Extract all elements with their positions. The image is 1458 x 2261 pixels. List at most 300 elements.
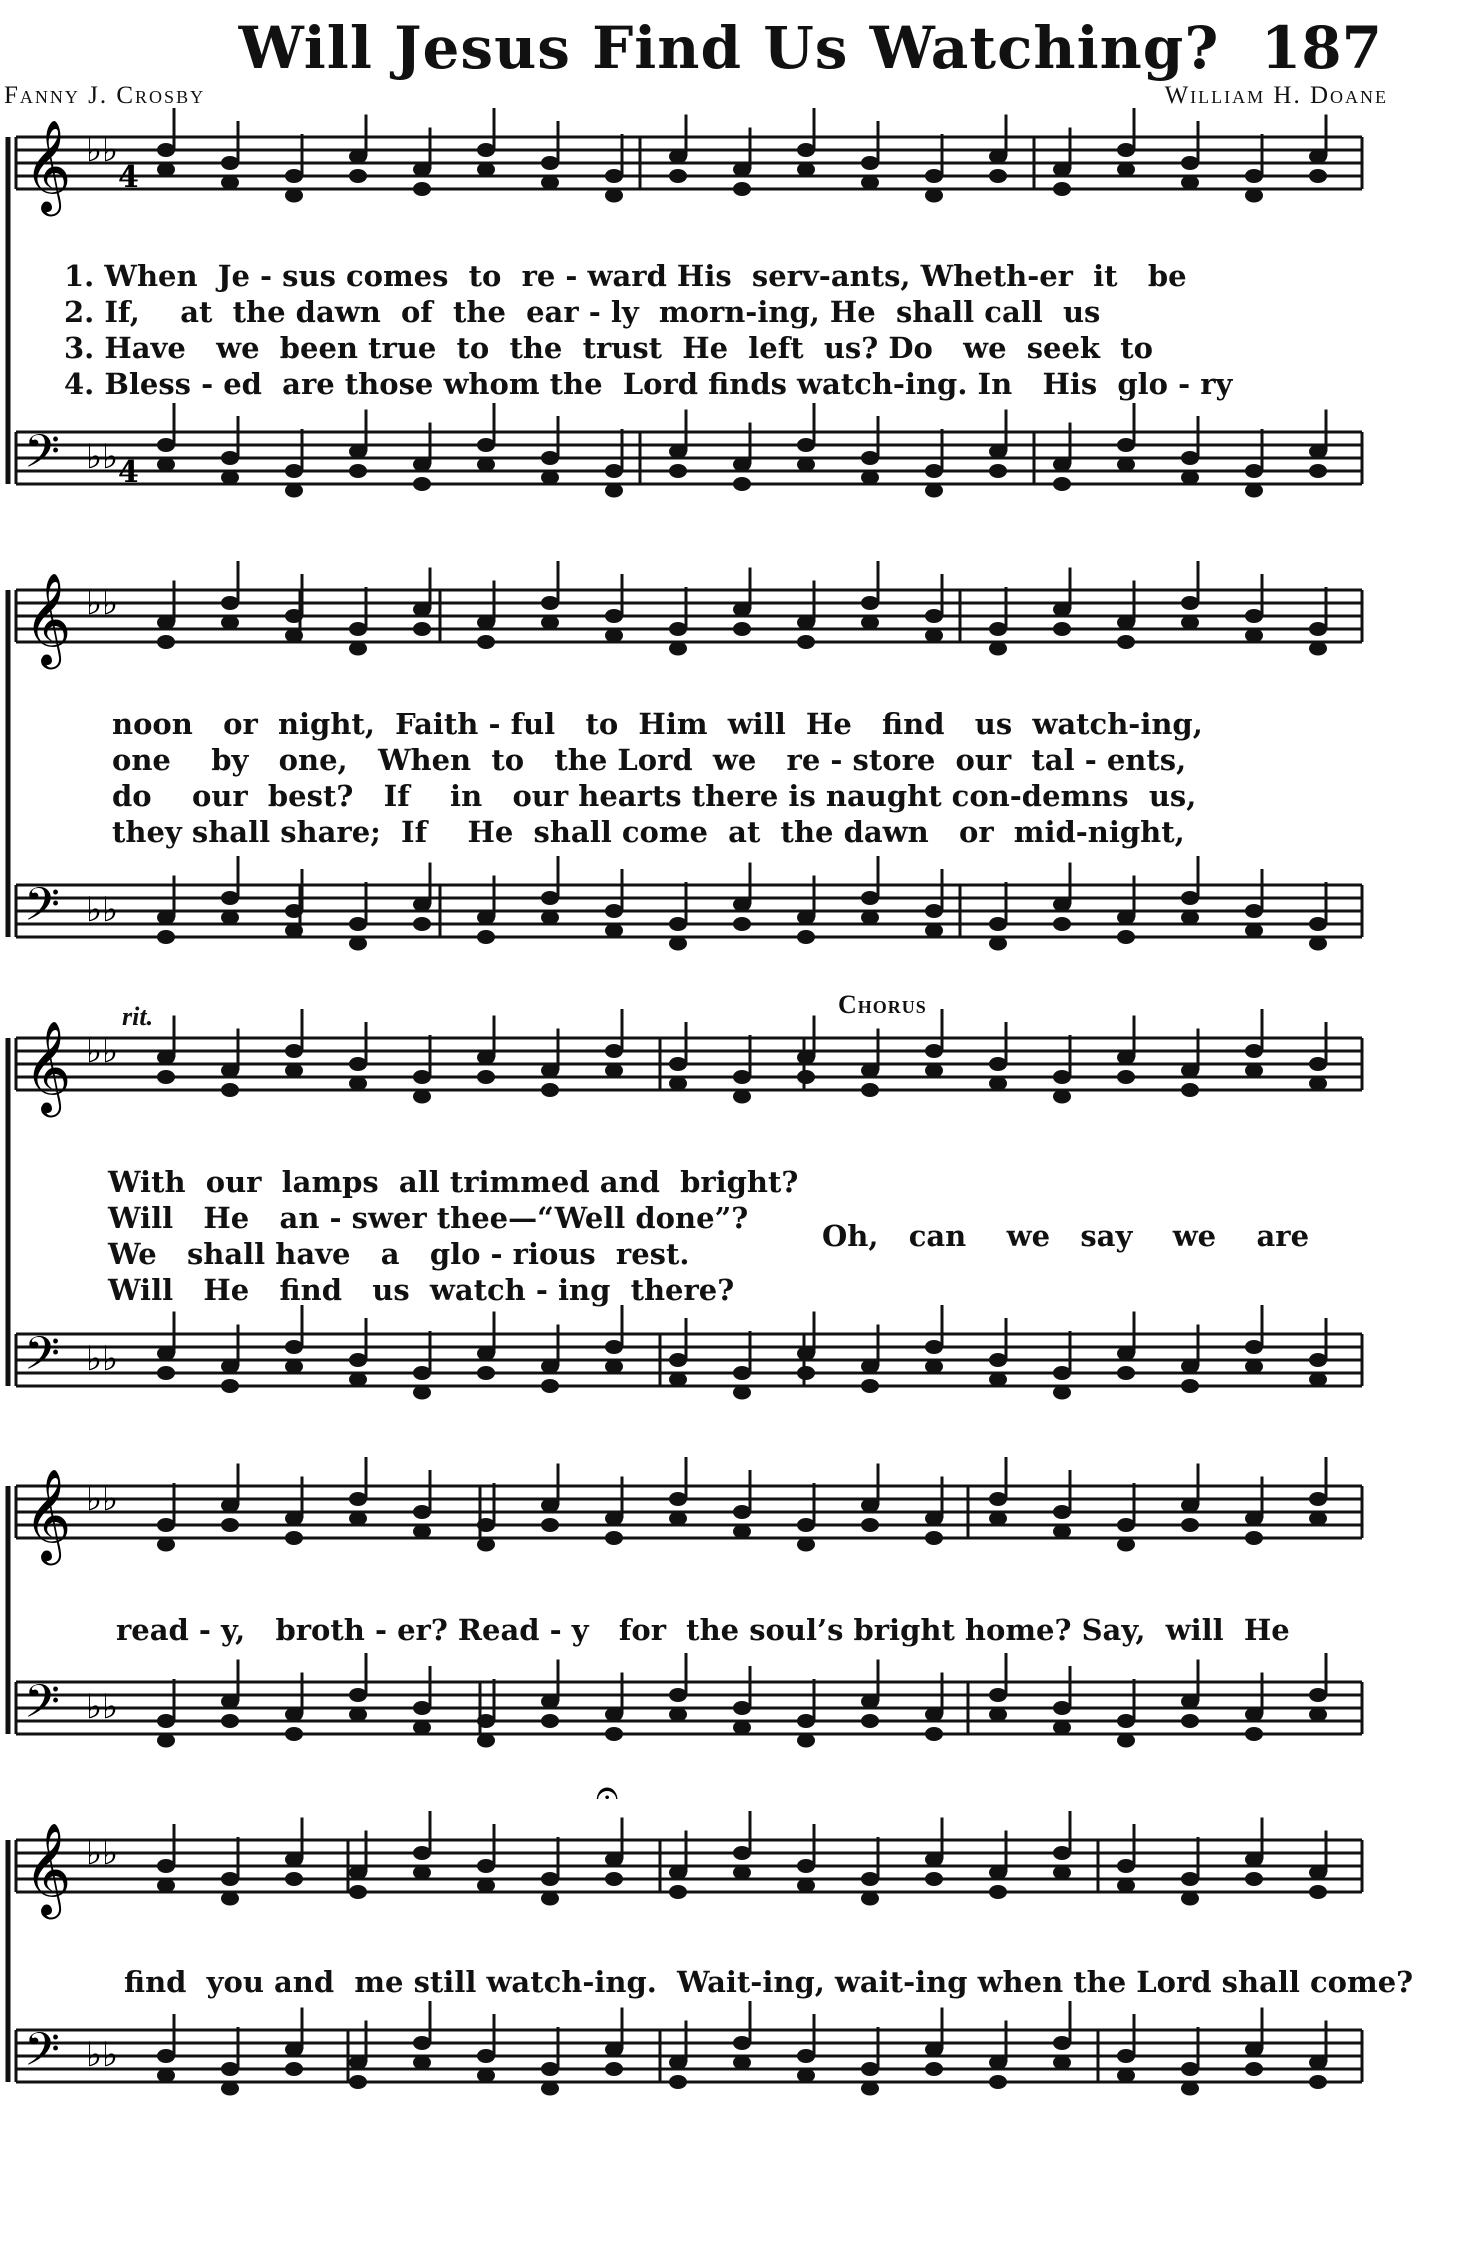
- note-head: [605, 1872, 623, 1886]
- note-head: [1181, 156, 1199, 170]
- note-head: [733, 1505, 751, 1519]
- note-head: [925, 924, 943, 938]
- note-head: [605, 2043, 623, 2057]
- note-head: [1245, 189, 1263, 203]
- key-signature-flats-icon: ♭♭: [86, 2035, 119, 2075]
- note-head: [797, 616, 815, 630]
- note-head: [733, 1090, 751, 1104]
- note-head: [285, 924, 303, 938]
- note-head: [925, 1064, 943, 1078]
- note-head: [349, 622, 367, 636]
- note-head: [285, 1064, 303, 1078]
- treble-clef-icon: 𝄞: [24, 572, 72, 665]
- note-head: [989, 1512, 1007, 1526]
- note-head: [1245, 1340, 1263, 1354]
- note-head: [1053, 1721, 1071, 1735]
- treble-staff-system-5: [16, 1811, 1362, 1919]
- note-head: [349, 1885, 367, 1899]
- note-head: [669, 1708, 687, 1722]
- bass-clef-icon: 𝄢: [24, 878, 61, 943]
- note-head: [733, 1701, 751, 1715]
- note-head: [413, 1090, 431, 1104]
- note-head: [989, 1373, 1007, 1387]
- note-head: [157, 1714, 175, 1728]
- note-head: [157, 143, 175, 157]
- note-head: [605, 1340, 623, 1354]
- note-head: [1117, 143, 1135, 157]
- note-head: [925, 1872, 943, 1886]
- note-head: [1117, 1347, 1135, 1361]
- note-head: [157, 1859, 175, 1873]
- verse-2-line-system-3: Will He an - swer thee—“Well done”?: [108, 1201, 749, 1235]
- note-head: [413, 1386, 431, 1400]
- note-head: [477, 616, 495, 630]
- key-signature-flats-icon: ♭♭: [86, 890, 119, 930]
- lyricist-credit: Fanny J. Crosby: [4, 82, 206, 109]
- note-head: [733, 458, 751, 472]
- note-head: [605, 1512, 623, 1526]
- note-head: [733, 1070, 751, 1084]
- note-head: [925, 1531, 943, 1545]
- note-head: [797, 2049, 815, 2063]
- note-head: [733, 2036, 751, 2050]
- note-head: [669, 445, 687, 459]
- note-head: [1117, 1879, 1135, 1893]
- bass-staff-system-3: [16, 1305, 1362, 1400]
- note-head: [1053, 477, 1071, 491]
- note-head: [1309, 150, 1327, 164]
- note-head: [349, 2075, 367, 2089]
- note-head: [605, 189, 623, 203]
- note-head: [1053, 1386, 1071, 1400]
- note-head: [861, 596, 879, 610]
- note-head: [413, 917, 431, 931]
- note-head: [285, 904, 303, 918]
- note-head: [925, 1512, 943, 1526]
- note-head: [605, 1044, 623, 1058]
- fermata-icon: 𝄐: [596, 1770, 619, 1816]
- note-head: [1245, 1872, 1263, 1886]
- treble-clef-icon: 𝄞: [24, 1020, 72, 1113]
- note-head: [1309, 464, 1327, 478]
- note-head: [157, 911, 175, 925]
- note-head: [733, 1525, 751, 1539]
- note-head: [861, 1695, 879, 1709]
- note-head: [541, 451, 559, 465]
- note-head: [221, 616, 239, 630]
- note-head: [285, 1872, 303, 1886]
- note-head: [1053, 182, 1071, 196]
- note-head: [285, 2043, 303, 2057]
- note-head: [349, 1057, 367, 1071]
- note-head: [669, 2056, 687, 2070]
- note-head: [285, 1727, 303, 1741]
- note-head: [1181, 1695, 1199, 1709]
- note-head: [989, 464, 1007, 478]
- note-head: [285, 484, 303, 498]
- note-head: [1181, 1499, 1199, 1513]
- bass-staff-system-4: [16, 1653, 1362, 1748]
- note-head: [925, 609, 943, 623]
- note-head: [285, 1512, 303, 1526]
- note-head: [477, 1714, 495, 1728]
- key-signature-flats-icon: ♭♭: [86, 1687, 119, 1727]
- note-head: [669, 1688, 687, 1702]
- note-head: [221, 1379, 239, 1393]
- note-head: [861, 1083, 879, 1097]
- note-head: [1181, 451, 1199, 465]
- treble-clef-icon: 𝄞: [24, 119, 72, 212]
- note-head: [477, 1538, 495, 1552]
- note-head: [1117, 930, 1135, 944]
- note-head: [1117, 1070, 1135, 1084]
- key-signature-flats-icon: ♭♭: [86, 1833, 119, 1873]
- note-head: [157, 1366, 175, 1380]
- staff-layer: [8, 108, 1362, 2096]
- verse-3-line-system-1: 3. Have we been true to the trust He left us? Do we seek to: [64, 331, 1153, 365]
- note-head: [1309, 1512, 1327, 1526]
- note-head: [669, 1885, 687, 1899]
- note-head: [733, 182, 751, 196]
- note-head: [861, 1064, 879, 1078]
- note-head: [157, 1518, 175, 1532]
- treble-staff-system-3: [16, 1009, 1362, 1117]
- key-signature-flats-icon: ♭♭: [86, 1339, 119, 1379]
- note-head: [797, 1518, 815, 1532]
- note-head: [413, 1525, 431, 1539]
- note-head: [541, 1379, 559, 1393]
- note-head: [413, 2056, 431, 2070]
- note-head: [669, 169, 687, 183]
- note-head: [1117, 635, 1135, 649]
- note-head: [605, 1853, 623, 1867]
- note-head: [861, 1518, 879, 1532]
- note-head: [733, 2056, 751, 2070]
- note-head: [221, 911, 239, 925]
- note-head: [1309, 1353, 1327, 1367]
- note-head: [157, 2049, 175, 2063]
- note-head: [349, 1866, 367, 1880]
- note-head: [285, 1708, 303, 1722]
- note-head: [413, 1701, 431, 1715]
- note-head: [925, 1853, 943, 1867]
- note-head: [349, 642, 367, 656]
- note-head: [221, 1892, 239, 1906]
- note-head: [1053, 622, 1071, 636]
- note-head: [669, 1373, 687, 1387]
- note-head: [477, 163, 495, 177]
- note-head: [605, 1360, 623, 1374]
- treble-clef-icon: 𝄞: [24, 1822, 72, 1915]
- chorus-line-system-5: find you and me still watch-ing. Wait-ing, wait-ing when the Lord shall come?: [124, 1965, 1414, 1999]
- note-head: [285, 2062, 303, 2076]
- note-head: [157, 1538, 175, 1552]
- bass-staff-system-2: [16, 856, 1362, 951]
- note-head: [989, 1492, 1007, 1506]
- note-head: [541, 616, 559, 630]
- note-head: [477, 1347, 495, 1361]
- note-head: [541, 1695, 559, 1709]
- note-head: [541, 1518, 559, 1532]
- note-head: [861, 616, 879, 630]
- note-head: [477, 2069, 495, 2083]
- note-head: [605, 1531, 623, 1545]
- bass-clef-icon: 𝄢: [24, 1675, 61, 1740]
- note-head: [349, 1708, 367, 1722]
- note-head: [861, 1499, 879, 1513]
- note-head: [157, 635, 175, 649]
- note-head: [1181, 1892, 1199, 1906]
- note-head: [541, 176, 559, 190]
- note-head: [1245, 484, 1263, 498]
- note-head: [1309, 1866, 1327, 1880]
- note-head: [1245, 1727, 1263, 1741]
- note-head: [1053, 1525, 1071, 1539]
- note-head: [285, 169, 303, 183]
- treble-staff-system-2: [16, 561, 1362, 669]
- note-head: [1309, 1492, 1327, 1506]
- note-head: [477, 911, 495, 925]
- note-head: [1117, 2069, 1135, 2083]
- note-head: [797, 930, 815, 944]
- note-head: [349, 937, 367, 951]
- note-head: [733, 622, 751, 636]
- note-head: [1117, 1538, 1135, 1552]
- note-head: [541, 1064, 559, 1078]
- note-head: [221, 1064, 239, 1078]
- note-head: [605, 609, 623, 623]
- note-head: [541, 1499, 559, 1513]
- note-head: [349, 445, 367, 459]
- note-head: [221, 176, 239, 190]
- note-head: [989, 1077, 1007, 1091]
- note-head: [989, 169, 1007, 183]
- composer-credit: William H. Doane: [1164, 82, 1388, 109]
- note-head: [989, 1708, 1007, 1722]
- note-head: [605, 1727, 623, 1741]
- chorus-line-system-4: read - y, broth - er? Read - y for the soul’s bright home? Say, will He: [116, 1613, 1290, 1647]
- note-head: [605, 1708, 623, 1722]
- note-head: [925, 629, 943, 643]
- note-head: [541, 1872, 559, 1886]
- note-head: [605, 1064, 623, 1078]
- note-head: [157, 2069, 175, 2083]
- note-head: [349, 1077, 367, 1091]
- note-head: [157, 1347, 175, 1361]
- note-head: [541, 1360, 559, 1374]
- note-head: [605, 464, 623, 478]
- note-head: [989, 1866, 1007, 1880]
- note-head: [541, 1714, 559, 1728]
- note-head: [349, 2056, 367, 2070]
- bass-time-signature: 4: [118, 455, 139, 490]
- note-head: [157, 438, 175, 452]
- note-head: [1181, 2062, 1199, 2076]
- note-head: [1053, 917, 1071, 931]
- note-head: [1245, 609, 1263, 623]
- note-head: [349, 464, 367, 478]
- note-head: [157, 1070, 175, 1084]
- note-head: [797, 143, 815, 157]
- bass-staff-system-1: [16, 403, 1362, 498]
- note-head: [925, 1727, 943, 1741]
- hymn-number: 187: [1260, 14, 1382, 82]
- note-head: [989, 622, 1007, 636]
- note-head: [797, 911, 815, 925]
- treble-staff-system-1: [16, 108, 1362, 216]
- note-head: [285, 1853, 303, 1867]
- note-head: [349, 1688, 367, 1702]
- note-head: [1245, 1853, 1263, 1867]
- note-head: [1309, 1885, 1327, 1899]
- note-head: [925, 169, 943, 183]
- note-head: [605, 924, 623, 938]
- note-head: [925, 2062, 943, 2076]
- note-head: [285, 1044, 303, 1058]
- note-head: [989, 1057, 1007, 1071]
- note-head: [413, 1866, 431, 1880]
- note-head: [861, 1872, 879, 1886]
- note-head: [1181, 1064, 1199, 1078]
- note-head: [221, 451, 239, 465]
- treble-clef-icon: 𝄞: [24, 1468, 72, 1561]
- note-head: [1309, 1688, 1327, 1702]
- note-head: [989, 2056, 1007, 2070]
- hymn-title: Will Jesus Find Us Watching?: [238, 14, 1220, 82]
- note-head: [1117, 911, 1135, 925]
- note-head: [541, 2082, 559, 2096]
- note-head: [221, 2062, 239, 2076]
- note-head: [1309, 445, 1327, 459]
- note-head: [1181, 1360, 1199, 1374]
- note-head: [349, 1353, 367, 1367]
- note-head: [1117, 1366, 1135, 1380]
- note-head: [157, 1734, 175, 1748]
- note-head: [1309, 917, 1327, 931]
- note-head: [221, 1695, 239, 1709]
- note-head: [285, 629, 303, 643]
- note-head: [157, 930, 175, 944]
- note-head: [1245, 2062, 1263, 2076]
- verse-2-line-system-2: one by one, When to the Lord we re - store our tal - ents,: [112, 743, 1187, 777]
- note-head: [989, 937, 1007, 951]
- bass-clef-icon: 𝄢: [24, 2023, 61, 2088]
- bass-clef-icon: 𝄢: [24, 425, 61, 490]
- note-head: [733, 603, 751, 617]
- chorus-label: Chorus: [838, 990, 927, 1019]
- note-head: [925, 484, 943, 498]
- note-head: [1245, 1044, 1263, 1058]
- note-head: [925, 1340, 943, 1354]
- note-head: [733, 917, 751, 931]
- note-head: [1245, 904, 1263, 918]
- note-head: [925, 189, 943, 203]
- note-head: [541, 596, 559, 610]
- verse-1-line-system-2: noon or night, Faith - ful to Him will He find us watch-ing,: [112, 707, 1203, 741]
- note-head: [477, 1879, 495, 1893]
- note-head: [1181, 616, 1199, 630]
- note-head: [861, 156, 879, 170]
- note-head: [1245, 464, 1263, 478]
- note-head: [861, 2062, 879, 2076]
- bass-staff-system-5: [16, 2001, 1362, 2096]
- note-head: [477, 143, 495, 157]
- note-head: [989, 445, 1007, 459]
- note-head: [157, 1051, 175, 1065]
- note-head: [1245, 169, 1263, 183]
- note-head: [221, 1714, 239, 1728]
- note-head: [1117, 438, 1135, 452]
- note-head: [1181, 911, 1199, 925]
- note-head: [413, 603, 431, 617]
- verse-1-line-system-1: 1. When Je - sus comes to re - ward His serv-ants, Wheth-er it be: [64, 259, 1187, 293]
- note-head: [1117, 1734, 1135, 1748]
- note-head: [861, 451, 879, 465]
- note-head: [477, 1518, 495, 1532]
- note-head: [1053, 1701, 1071, 1715]
- note-head: [1053, 1090, 1071, 1104]
- note-head: [349, 150, 367, 164]
- note-head: [413, 1070, 431, 1084]
- note-head: [1053, 1070, 1071, 1084]
- note-head: [1181, 1872, 1199, 1886]
- note-head: [413, 477, 431, 491]
- note-head: [861, 1892, 879, 1906]
- note-head: [797, 1347, 815, 1361]
- note-head: [541, 471, 559, 485]
- note-head: [861, 176, 879, 190]
- note-head: [413, 622, 431, 636]
- note-head: [541, 156, 559, 170]
- note-head: [1309, 169, 1327, 183]
- verse-2-line-system-1: 2. If, at the dawn of the ear - ly morn-ing, He shall call us: [64, 295, 1101, 329]
- note-head: [669, 1353, 687, 1367]
- note-head: [413, 1846, 431, 1860]
- note-head: [1245, 1708, 1263, 1722]
- note-head: [669, 622, 687, 636]
- note-head: [1053, 163, 1071, 177]
- note-head: [797, 1734, 815, 1748]
- note-head: [541, 1892, 559, 1906]
- note-head: [1309, 937, 1327, 951]
- verse-3-line-system-3: We shall have a glo - rious rest.: [108, 1237, 690, 1271]
- note-head: [669, 917, 687, 931]
- key-signature-flats-icon: ♭♭: [86, 583, 119, 623]
- note-head: [797, 438, 815, 452]
- note-head: [733, 477, 751, 491]
- note-head: [285, 1531, 303, 1545]
- note-head: [797, 1070, 815, 1084]
- note-head: [861, 1714, 879, 1728]
- note-head: [1245, 1512, 1263, 1526]
- note-head: [861, 471, 879, 485]
- note-head: [1053, 1866, 1071, 1880]
- note-head: [669, 1077, 687, 1091]
- note-head: [861, 1379, 879, 1393]
- note-head: [1181, 1518, 1199, 1532]
- note-head: [1309, 1708, 1327, 1722]
- note-head: [221, 1872, 239, 1886]
- ritardando-marking: rit.: [122, 1002, 154, 1031]
- note-head: [1053, 1846, 1071, 1860]
- note-head: [221, 1518, 239, 1532]
- note-head: [1309, 1057, 1327, 1071]
- note-head: [477, 458, 495, 472]
- note-head: [797, 2069, 815, 2083]
- note-head: [413, 2036, 431, 2050]
- key-signature-flats-icon: ♭♭: [86, 437, 119, 477]
- note-head: [541, 1083, 559, 1097]
